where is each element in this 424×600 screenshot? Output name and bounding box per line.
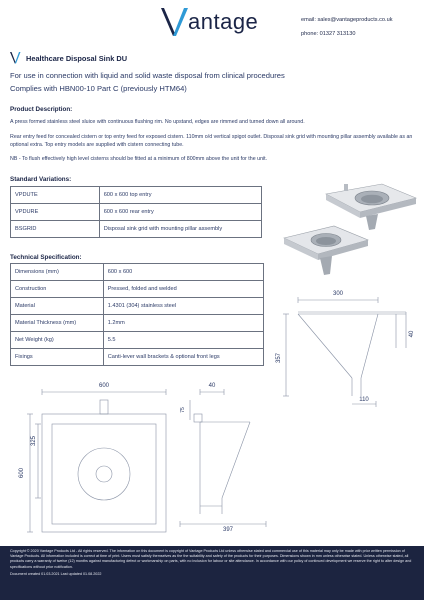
dim-inner-325: 325 <box>31 435 37 447</box>
spec-label: Material Thickness (mm) <box>11 315 104 332</box>
page-header <box>0 0 424 44</box>
table-row <box>11 281 264 298</box>
table-row <box>11 221 262 238</box>
spec-heading: Technical Specification: <box>10 254 82 261</box>
footer <box>0 546 424 600</box>
spec-value: Canti-lever wall brackets & optional front legs <box>103 349 263 366</box>
spec-label: Material <box>11 298 104 315</box>
table-row <box>11 315 264 332</box>
dim-outlet-110: 110 <box>359 397 369 403</box>
dim-top-300: 300 <box>332 291 344 297</box>
dim-pillar-75: 75 <box>180 407 186 413</box>
spec-label: Net Weight (kg) <box>11 332 104 349</box>
variation-code: BSGRID <box>11 221 100 238</box>
variation-desc: 600 x 600 rear entry <box>99 204 261 221</box>
dim-right-40: 40 <box>409 330 415 338</box>
dim-width-600: 600 <box>98 383 110 389</box>
spec-table <box>10 263 264 366</box>
dim-top-40: 40 <box>208 383 216 389</box>
front-elevation-drawing <box>0 378 282 538</box>
variation-code: VPDUTE <box>11 187 100 204</box>
contact-phone: phone: 01327 313130 <box>301 31 356 37</box>
side-elevation-drawing <box>268 286 420 414</box>
spec-value: 1.4301 (304) stainless steel <box>103 298 263 315</box>
brand-name: antage <box>188 9 259 34</box>
spec-label: Dimensions (mm) <box>11 264 104 281</box>
variation-code: VPDURE <box>11 204 100 221</box>
description-paragraph-2: Rear entry feed for concealed cistern or top entry feed for exposed cistern. 110mm o/d vertical spigot outlet. Disposal sink grid with mounting pillar assembly available as an optional extra. Top entry models are supplied with cistern connecting tube. <box>10 134 413 149</box>
spec-value: 1.2mm <box>103 315 263 332</box>
product-title: Healthcare Disposal Sink DU <box>26 53 128 63</box>
spec-label: Construction <box>11 281 104 298</box>
table-row <box>11 264 264 281</box>
table-row <box>11 187 262 204</box>
spec-value: Pressed, folded and welded <box>103 281 263 298</box>
table-row <box>11 298 264 315</box>
table-row <box>11 332 264 349</box>
variations-heading: Standard Variations: <box>10 176 72 183</box>
vantage-logo <box>160 6 258 38</box>
description-paragraph-3: NB - To flush effectively high level cisterns should be fitted at a minimum of 800mm above the unit for the unit. <box>10 156 268 162</box>
footer-document-dates: Document created 01.03.2021 Last updated 01.08.2022 <box>10 571 102 576</box>
table-row <box>11 204 262 221</box>
variations-table <box>10 186 262 238</box>
contact-email: email: sales@vantageproducts.co.uk <box>301 17 393 23</box>
vantage-v-icon <box>10 52 21 64</box>
contact-block <box>301 13 393 41</box>
product-title-row <box>10 52 127 64</box>
dim-height-600: 600 <box>19 467 25 479</box>
product-subtitle-compliance: Complies with HBN00-10 Part C (previously HTM64) <box>10 84 187 93</box>
description-heading: Product Description: <box>10 106 73 113</box>
footer-legal-text: Copyright © 2020 Vantage Products Ltd - All rights reserved. The information on this document is copyright of Vantage Products Ltd unless otherwise stated and commercial use of this material may only be made with prior written permission of Vantage Products. All information included is correct at time of print. Users must satisfy themselves as the the suitability and safety of the products for their purposes. Dimensions shown in mm unless otherwise stated. Unless otherwise stated, all products carry a warranty of twelve (12) months against manufacturing defect or workmanship on parts, with no inclusion for labour or site attendance. In accordance with our policy of continued development we reserve the right to alter design and specifications without prior notification. <box>10 549 412 569</box>
dim-height-357: 357 <box>276 352 282 364</box>
product-subtitle-usage: For use in connection with liquid and solid waste disposal from clinical procedures <box>10 71 285 80</box>
description-paragraph-1: A press formed stainless steel sluice with continuous flushing rim. No upstand, edges are rimmed and turned down all around. <box>10 119 305 125</box>
dim-depth-397: 397 <box>222 527 234 533</box>
vantage-v-logo-mark <box>160 6 190 38</box>
sink-photo-rear-entry <box>280 222 370 280</box>
variation-desc: Disposal sink grid with mounting pillar assembly <box>99 221 261 238</box>
variation-desc: 600 x 600 top entry <box>99 187 261 204</box>
table-row <box>11 349 264 366</box>
spec-value: 600 x 600 <box>103 264 263 281</box>
spec-value: 5.5 <box>103 332 263 349</box>
spec-label: Fixings <box>11 349 104 366</box>
